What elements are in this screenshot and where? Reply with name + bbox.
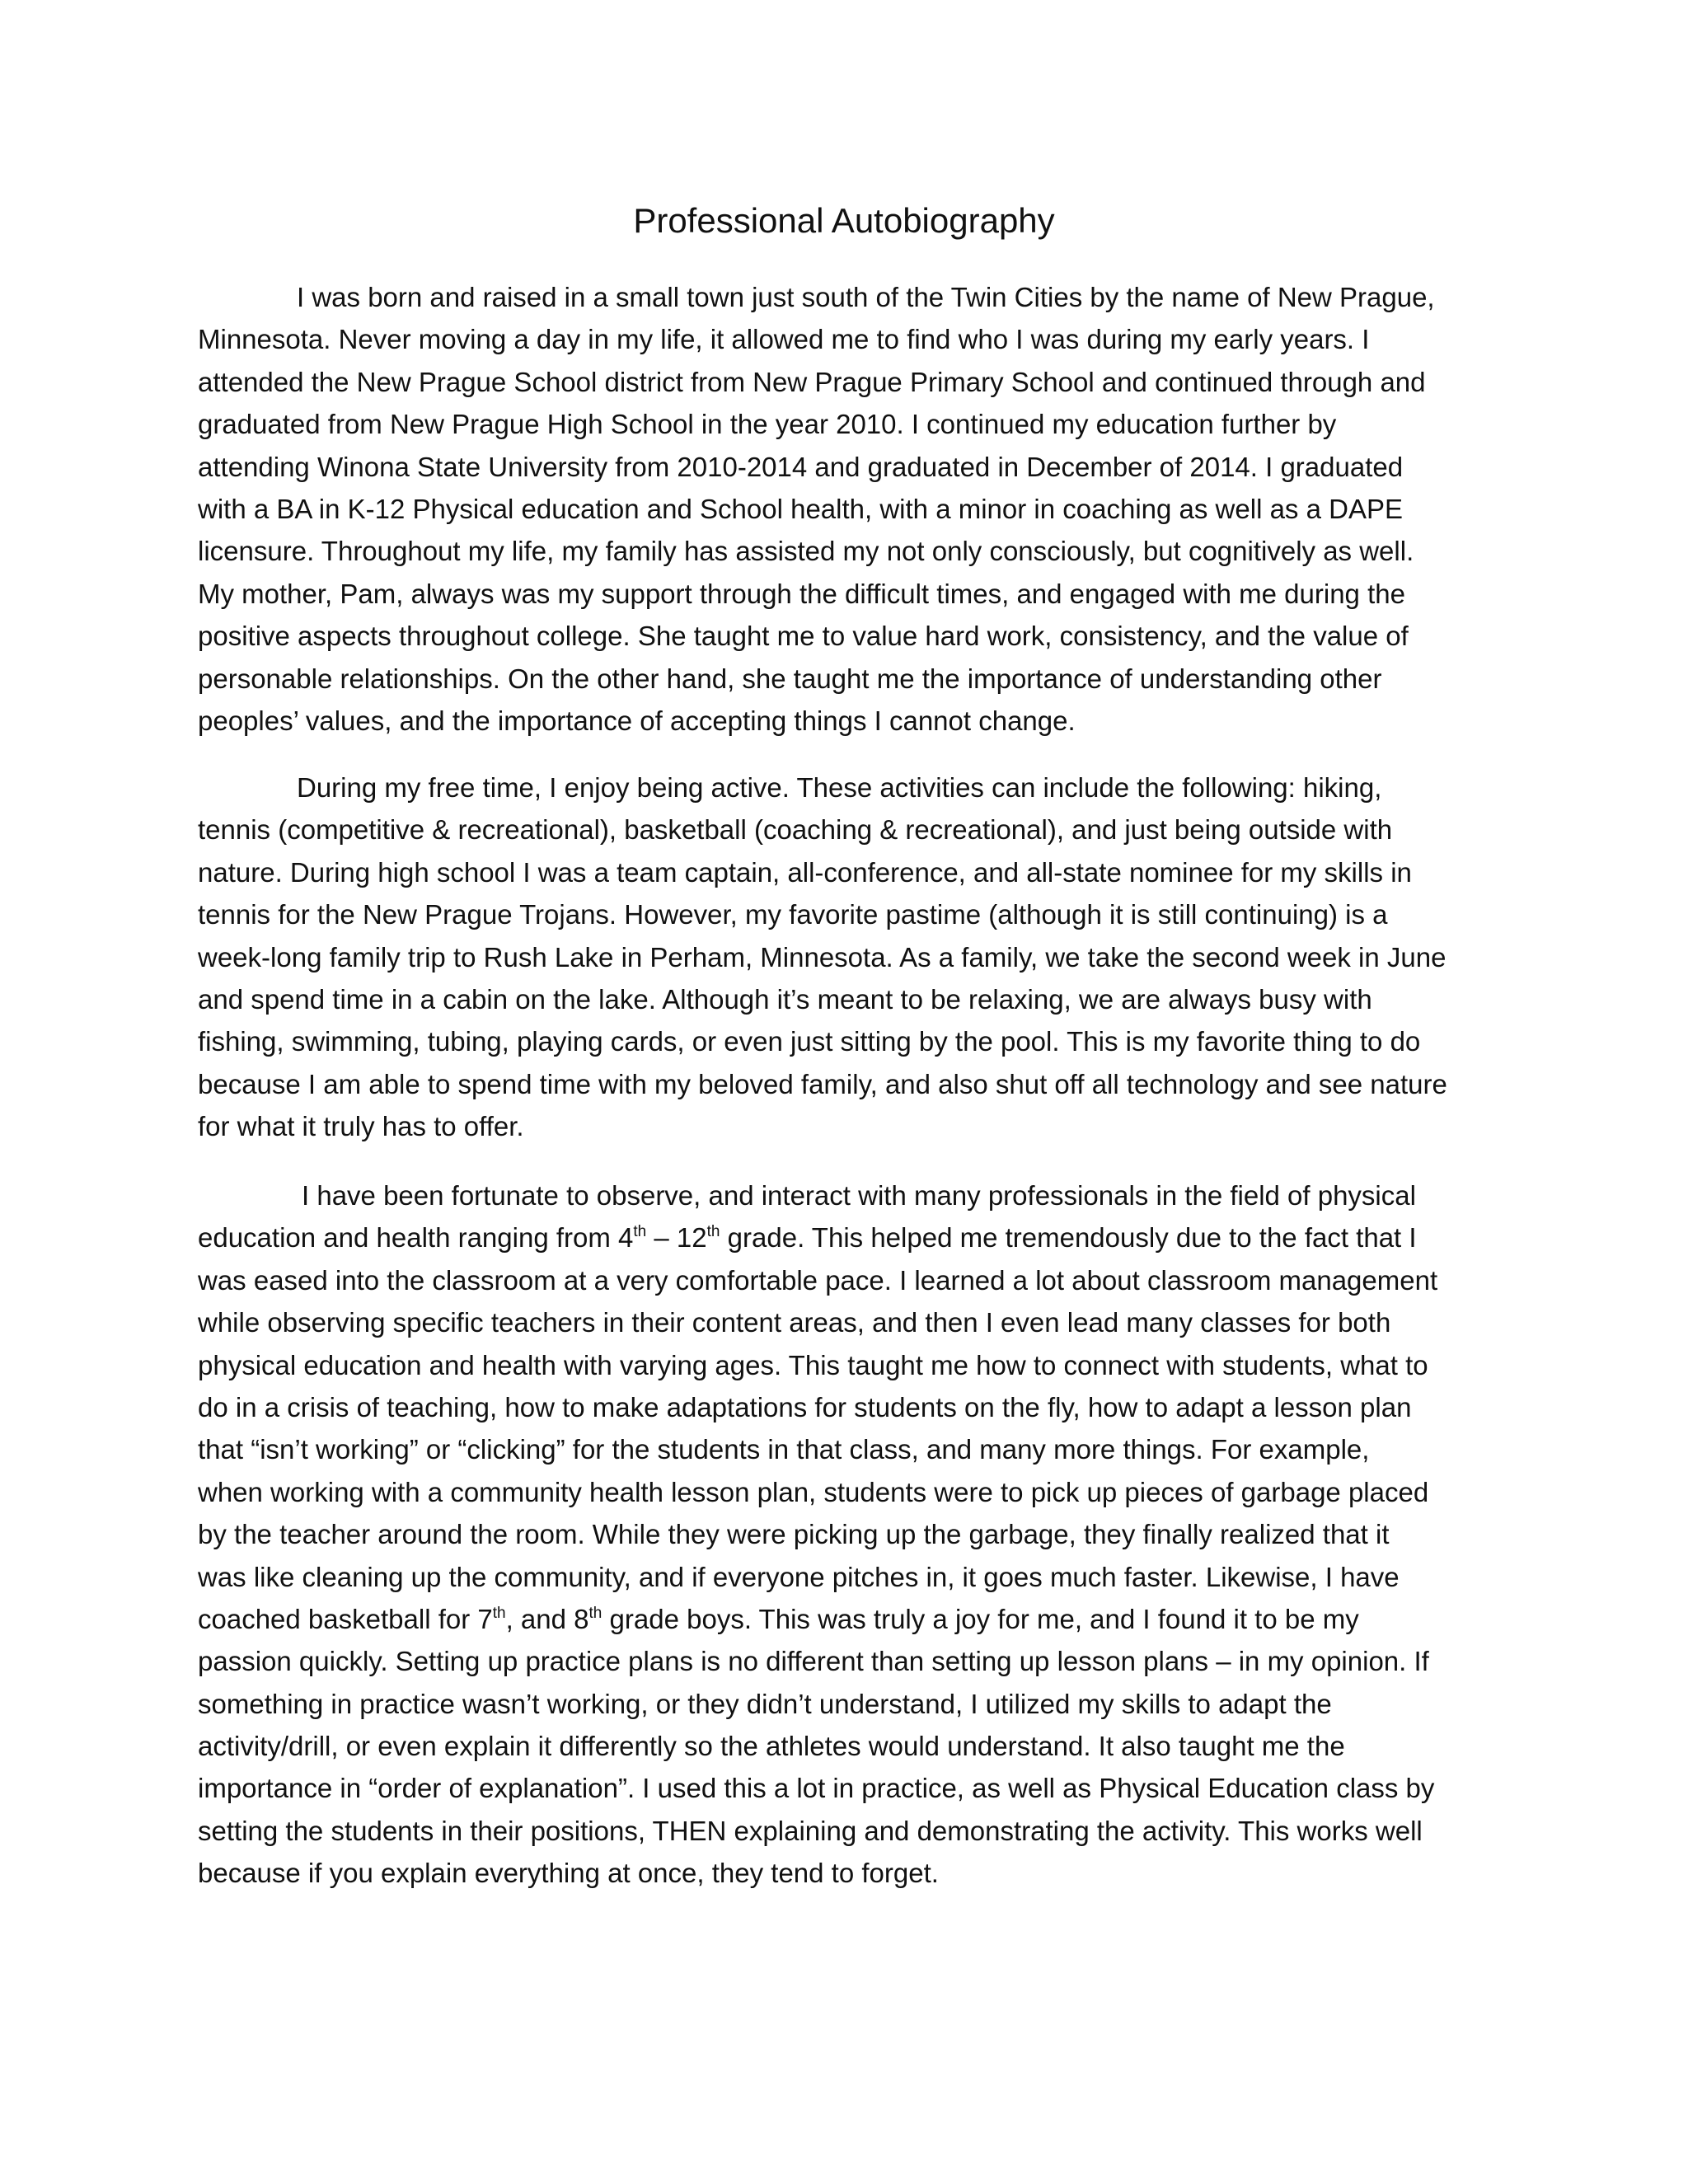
text-line: was eased into the classroom at a very comfortable pace. I learned a lot about classroom management (198, 1264, 1438, 1296)
text-line: tennis for the New Prague Trojans. However, my favorite pastime (although it is still continuing) is a (198, 899, 1388, 930)
text-line: that “isn’t working” or “clicking” for the students in that class, and many more things. For example, (198, 1434, 1370, 1465)
text-line: for what it truly has to offer. (198, 1111, 524, 1142)
text-line: personable relationships. On the other hand, she taught me the importance of understanding other (198, 663, 1382, 694)
text-line: do in a crisis of teaching, how to make adaptations for students on the fly, how to adapt a lesson plan (198, 1391, 1412, 1422)
text-line: I was born and raised in a small town just south of the Twin Cities by the name of New Prague, (297, 282, 1435, 312)
text-line: activity/drill, or even explain it differently so the athletes would understand. It also taught me the (198, 1731, 1345, 1762)
text-line: My mother, Pam, always was my support through the difficult times, and engaged with me during the (198, 578, 1405, 609)
paragraph-3 (198, 1174, 1517, 1895)
text-line: licensure. Throughout my life, my family has assisted my not only consciously, but cognitively as well. (198, 536, 1414, 567)
text-line: importance in “order of explanation”. I used this a lot in practice, as well as Physical Education class by (198, 1773, 1435, 1804)
text-line: During my free time, I enjoy being active. These activities can include the following: hiking, (297, 772, 1382, 803)
text-line: nature. During high school I was a team captain, all-conference, and all-state nominee for my skills in (198, 856, 1412, 888)
text-line: because I am able to spend time with my beloved family, and also shut off all technology and see nature (198, 1068, 1447, 1099)
paragraph-2 (198, 766, 1517, 1148)
text-line: was like cleaning up the community, and if everyone pitches in, it goes much faster. Likewise, I have (198, 1561, 1400, 1592)
text-line: graduated from New Prague High School in the year 2010. I continued my education further by (198, 409, 1337, 440)
text-line: passion quickly. Setting up practice plans is no different than setting up lesson plans – in my opinion. If (198, 1646, 1429, 1677)
text-line: and spend time in a cabin on the lake. Although it’s meant to be relaxing, we are always busy with (198, 983, 1372, 1015)
text-line: with a BA in K-12 Physical education and School health, with a minor in coaching as well as a DAPE (198, 493, 1403, 524)
text-line: something in practice wasn’t working, or they didn’t understand, I utilized my skills to adapt the (198, 1688, 1332, 1719)
text-line: peoples’ values, and the importance of accepting things I cannot change. (198, 705, 1076, 736)
text-line: physical education and health with varying ages. This taught me how to connect with students, what to (198, 1349, 1428, 1380)
paragraph-1 (198, 276, 1517, 742)
text-line: week-long family trip to Rush Lake in Perham, Minnesota. As a family, we take the second week in June (198, 941, 1447, 972)
text-line: I have been fortunate to observe, and interact with many professionals in the field of physical (302, 1180, 1416, 1211)
text-line: Minnesota. Never moving a day in my life, it allowed me to find who I was during my early years. I (198, 324, 1370, 355)
text-line: coached basketball for 7th, and 8th grade boys. This was truly a joy for me, and I found it to be my (198, 1603, 1359, 1634)
text-line: education and health ranging from 4th – 12th grade. This helped me tremendously due to the fact that I (198, 1222, 1417, 1254)
text-line: while observing specific teachers in their content areas, and then I even lead many classes for both (198, 1307, 1391, 1338)
text-line: when working with a community health lesson plan, students were to pick up pieces of garbage placed (198, 1476, 1429, 1507)
text-line: tennis (competitive & recreational), basketball (coaching & recreational), and just being outside with (198, 814, 1393, 846)
text-line: setting the students in their positions, THEN explaining and demonstrating the activity. This works well (198, 1815, 1423, 1846)
text-line: because if you explain everything at once, they tend to forget. (198, 1858, 939, 1889)
page-title: Professional Autobiography (633, 201, 1055, 240)
text-line: by the teacher around the room. While they were picking up the garbage, they finally realized that it (198, 1519, 1390, 1550)
text-line: attended the New Prague School district from New Prague Primary School and continued through and (198, 366, 1426, 397)
text-line: fishing, swimming, tubing, playing cards, or even just sitting by the pool. This is my favorite thing to do (198, 1026, 1421, 1057)
text-line: attending Winona State University from 2010-2014 and graduated in December of 2014. I graduated (198, 451, 1404, 482)
text-line: positive aspects throughout college. She taught me to value hard work, consistency, and the value of (198, 621, 1409, 652)
